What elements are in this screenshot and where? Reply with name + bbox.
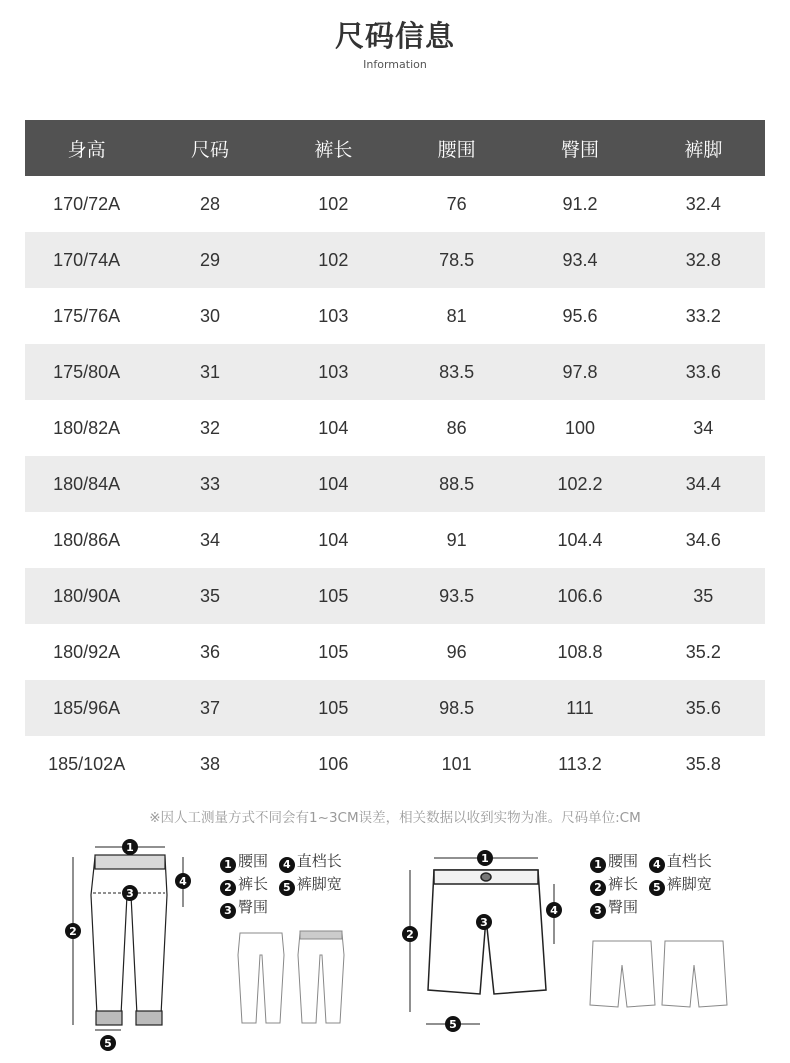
table-body — [25, 176, 765, 792]
long-pants-back-thumb — [298, 933, 344, 1023]
legend-right-num: 2 — [590, 880, 606, 896]
legend-right-item — [590, 896, 638, 919]
table-cell: 98.5 — [395, 680, 518, 736]
legend-left-label: 臀围 — [238, 898, 269, 916]
table-cell: 175/76A — [53, 305, 121, 326]
legend-right-label: 臀围 — [608, 898, 639, 916]
table-row — [25, 456, 765, 512]
table-cell: 102 — [272, 232, 395, 288]
table-cell: 185/96A — [25, 680, 148, 736]
table-cell: 102.2 — [518, 456, 641, 512]
table-cell: 34.6 — [685, 529, 721, 550]
table-cell: 81 — [446, 305, 467, 326]
long-pants-diagram — [55, 835, 200, 1060]
table-cell: 113.2 — [558, 753, 602, 774]
legend-left-num: 3 — [220, 903, 236, 919]
long-pants-outline — [91, 857, 167, 1015]
table-cell: 88.5 — [395, 456, 518, 512]
table-cell: 106 — [318, 753, 349, 774]
table-cell: 104 — [318, 529, 349, 550]
table-cell: 35 — [148, 568, 271, 624]
shorts-marker-5: 5 — [449, 1018, 457, 1031]
table-row — [25, 344, 765, 400]
table-cell: 180/84A — [25, 456, 148, 512]
legend-left-num: 5 — [279, 880, 295, 896]
col-height: 身高 — [25, 120, 148, 176]
legend-left-label: 裤长 — [238, 875, 269, 893]
table-cell: 96 — [446, 641, 467, 662]
table-cell: 33.2 — [685, 305, 721, 326]
legend-left — [220, 850, 370, 919]
shorts-marker-4: 4 — [550, 904, 558, 917]
shorts-thumbnails — [585, 935, 735, 1015]
table-cell: 103 — [318, 305, 349, 326]
marker-4: 4 — [179, 875, 187, 888]
table-cell: 105 — [272, 568, 395, 624]
table-cell: 102 — [318, 193, 349, 214]
legend-right-label: 裤长 — [608, 875, 639, 893]
long-pants-front-thumb — [238, 933, 284, 1023]
table-cell: 28 — [199, 193, 220, 214]
table-row — [25, 736, 765, 792]
table-cell: 35 — [642, 568, 765, 624]
table-cell: 91 — [446, 529, 467, 550]
legend-right-item — [590, 850, 638, 873]
table-cell: 97.8 — [518, 344, 641, 400]
legend-right-label: 裤脚宽 — [666, 875, 712, 893]
table-cell: 33 — [148, 456, 271, 512]
legend-left-item — [279, 873, 342, 896]
table-cell: 104 — [272, 456, 395, 512]
col-size: 尺码 — [148, 120, 271, 176]
table-cell: 34 — [693, 417, 714, 438]
table-cell: 93.4 — [518, 232, 641, 288]
size-table — [25, 120, 765, 792]
long-pants-cuff-right — [136, 1011, 162, 1025]
legend-right-label: 腰围 — [608, 852, 639, 870]
table-cell: 95.6 — [562, 305, 598, 326]
table-cell: 180/90A — [25, 568, 148, 624]
legend-left-item — [279, 850, 342, 873]
legend-left-item — [220, 850, 268, 873]
col-length: 裤长 — [272, 120, 395, 176]
legend-left-item — [220, 873, 268, 896]
legend-right-num: 1 — [590, 857, 606, 873]
page-title: 尺码信息 — [334, 19, 455, 53]
table-cell: 35.8 — [685, 753, 721, 774]
table-cell: 105 — [318, 641, 349, 662]
table-header-row — [25, 120, 765, 176]
legend-left-item — [220, 896, 268, 919]
legend-left-num: 1 — [220, 857, 236, 873]
table-cell: 78.5 — [395, 232, 518, 288]
table-cell: 76 — [446, 193, 467, 214]
table-row — [25, 400, 765, 456]
table-cell: 104.4 — [557, 529, 603, 550]
legend-right-label: 直档长 — [666, 852, 712, 870]
table-cell: 185/102A — [48, 753, 126, 774]
marker-1: 1 — [126, 841, 134, 854]
long-pants-waistband — [95, 855, 165, 869]
table-cell: 30 — [199, 305, 220, 326]
long-pants-cuff-left — [96, 1011, 122, 1025]
table-cell: 86 — [446, 417, 467, 438]
table-cell: 103 — [272, 344, 395, 400]
legend-right-num: 5 — [649, 880, 665, 896]
table-cell: 29 — [148, 232, 271, 288]
shorts-outline — [428, 870, 546, 994]
shorts-diagram — [398, 840, 578, 1035]
legend-right — [590, 850, 740, 919]
long-pants-thumbnails — [232, 925, 362, 1030]
table-cell: 111 — [518, 680, 641, 736]
table-cell: 180/92A — [53, 641, 121, 662]
legend-right-item — [590, 873, 638, 896]
table-cell: 31 — [148, 344, 271, 400]
shorts-marker-1: 1 — [481, 852, 489, 865]
col-hem: 裤脚 — [642, 120, 765, 176]
table-cell: 34.4 — [642, 456, 765, 512]
legend-right-num: 3 — [590, 903, 606, 919]
table-cell: 32.8 — [642, 232, 765, 288]
table-cell: 170/74A — [25, 232, 148, 288]
table-row — [25, 288, 765, 344]
table-cell: 108.8 — [557, 641, 603, 662]
legend-right-num: 4 — [649, 857, 665, 873]
table-row — [25, 512, 765, 568]
table-row — [25, 568, 765, 624]
table-row — [25, 176, 765, 232]
table-cell: 104 — [318, 417, 349, 438]
table-cell: 180/82A — [53, 417, 121, 438]
table-cell: 36 — [199, 641, 220, 662]
measurement-note: ※因人工测量方式不同会有1~3CM误差，相关数据以收到实物为准。尺码单位:CM — [149, 810, 641, 826]
table-row — [25, 232, 765, 288]
table-cell: 100 — [564, 417, 595, 438]
table-cell: 34 — [199, 529, 220, 550]
table-cell: 35.2 — [685, 641, 721, 662]
col-hip: 臀围 — [518, 120, 641, 176]
table-cell: 101 — [441, 753, 472, 774]
shorts-marker-3: 3 — [480, 916, 488, 929]
table-cell: 105 — [272, 680, 395, 736]
legend-left-label: 直档长 — [296, 852, 342, 870]
legend-right-item — [649, 873, 712, 896]
shorts-front-thumb — [590, 941, 655, 1007]
table-cell: 83.5 — [395, 344, 518, 400]
page-subtitle: Information — [363, 58, 427, 71]
legend-right-item — [649, 850, 712, 873]
table-cell: 170/72A — [53, 193, 121, 214]
table-cell: 37 — [148, 680, 271, 736]
table-cell: 175/80A — [25, 344, 148, 400]
legend-left-num: 2 — [220, 880, 236, 896]
table-cell: 180/86A — [53, 529, 121, 550]
table-cell: 32.4 — [685, 193, 721, 214]
legend-left-label: 腰围 — [238, 852, 269, 870]
legend-left-label: 裤脚宽 — [296, 875, 342, 893]
table-cell: 106.6 — [518, 568, 641, 624]
table-cell: 33.6 — [642, 344, 765, 400]
shorts-back-thumb — [662, 941, 727, 1007]
legend-left-num: 4 — [279, 857, 295, 873]
marker-3: 3 — [126, 887, 134, 900]
shorts-marker-2: 2 — [406, 928, 414, 941]
table-cell: 93.5 — [395, 568, 518, 624]
col-waist: 腰围 — [395, 120, 518, 176]
table-cell: 38 — [199, 753, 220, 774]
marker-2: 2 — [69, 925, 77, 938]
table-cell: 32 — [199, 417, 220, 438]
table-cell: 91.2 — [562, 193, 598, 214]
marker-5: 5 — [104, 1037, 112, 1050]
table-row — [25, 624, 765, 680]
table-row — [25, 680, 765, 736]
table-cell: 35.6 — [642, 680, 765, 736]
